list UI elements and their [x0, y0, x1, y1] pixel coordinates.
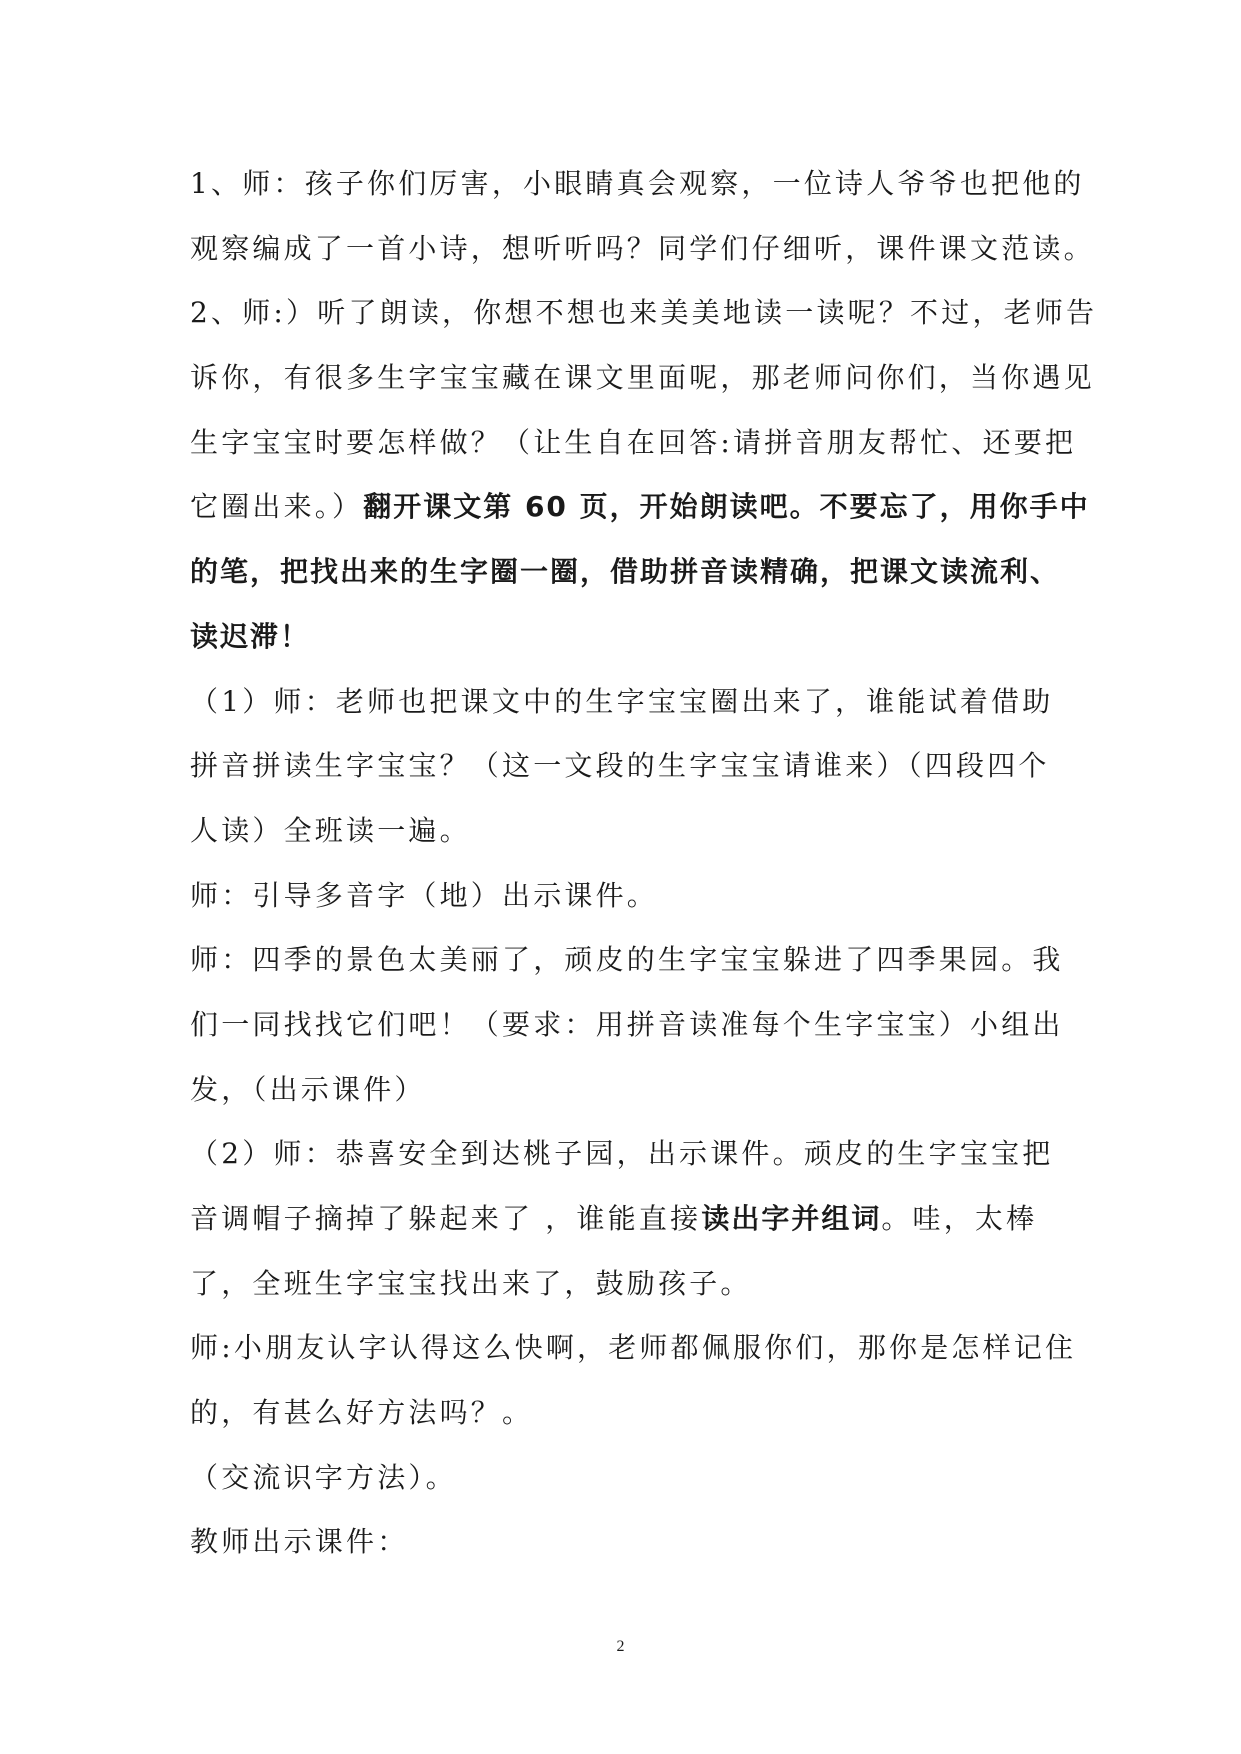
text-line — [190, 1510, 1050, 1575]
text-line — [190, 864, 1050, 929]
text-segment: 师:小朋友认字认得这么快啊，老师都佩服你们，那你是怎样记住 — [190, 1331, 1077, 1365]
text-line — [190, 1058, 1050, 1123]
text-segment: 拼音拼读生字宝宝？（这一文段的生字宝宝请谁来）（四段四个 — [190, 749, 1050, 783]
text-segment: （1）师：老师也把课文中的生字宝宝圈出来了，谁能试着借助 — [190, 684, 1054, 718]
bold-text-line — [190, 605, 1050, 670]
text-line — [190, 475, 1090, 540]
text-segment: （交流识字方法）。 — [190, 1460, 457, 1494]
text-line — [190, 928, 1064, 993]
text-line — [190, 281, 1098, 346]
text-line — [190, 152, 1085, 217]
text-segment: 。哇，太棒 — [881, 1202, 1038, 1235]
text-segment: 观察编成了一首小诗，想听听吗？同学们仔细听，课件课文范读。 — [190, 231, 1095, 265]
text-segment: 教师出示课件： — [190, 1525, 409, 1559]
body-text — [190, 152, 1098, 1575]
text-line — [190, 993, 1064, 1058]
text-line — [190, 217, 1095, 282]
text-line — [190, 1187, 1050, 1252]
text-line — [190, 1252, 1050, 1317]
text-segment: 1、师：孩子你们厉害，小眼睛真会观察，一位诗人爷爷也把他的 — [190, 167, 1085, 200]
text-segment: 了，全班生字宝宝找出来了，鼓励孩子。 — [190, 1266, 752, 1300]
text-line — [190, 1381, 1050, 1446]
text-segment: 的，有甚么好方法吗？。 — [190, 1396, 534, 1430]
bold-text-segment: 翻开课文第 60 页，开始朗读吧。不要忘了，用你手中 — [363, 490, 1090, 524]
bold-text-line — [190, 540, 1061, 605]
text-line — [190, 346, 1095, 411]
bold-text-segment: 读出字并组词 — [701, 1202, 882, 1235]
text-segment: 师：引导多音字（地）出示课件。 — [190, 878, 659, 912]
text-segment: 发，（出示课件） — [190, 1072, 426, 1106]
text-segment: 它圈出来。） — [190, 490, 364, 524]
text-line — [190, 734, 1050, 799]
text-line — [190, 1446, 1050, 1511]
text-segment: （2）师：恭喜安全到达桃子园，出示课件。顽皮的生字宝宝把 — [190, 1137, 1054, 1171]
text-segment: 音调帽子摘掉了躲起来了 ，谁能直接 — [190, 1202, 702, 1235]
text-segment: 生字宝宝时要怎样做？（让生自在回答:请拼音朋友帮忙、还要把 — [190, 425, 1077, 459]
text-line — [190, 1316, 1077, 1381]
bold-text-segment: 的笔，把找出来的生字圈一圈，借助拼音读精确，把课文读流利、 — [190, 555, 1061, 589]
page-number: 2 — [616, 1638, 625, 1655]
text-line — [190, 799, 1050, 864]
text-segment: 2、师:）听了朗读，你想不想也来美美地读一读呢？不过，老师告 — [190, 296, 1098, 330]
text-segment: 诉你，有很多生字宝宝藏在课文里面呢，那老师问你们，当你遇见 — [190, 361, 1095, 395]
bold-text-segment: 读迟滞！ — [190, 619, 311, 653]
text-line — [190, 670, 1054, 735]
text-segment: 人读）全班读一遍。 — [190, 813, 471, 847]
text-line — [190, 1122, 1054, 1187]
text-segment: 们一同找找它们吧！（要求：用拼音读准每个生字宝宝）小组出 — [190, 1007, 1064, 1041]
text-segment: 师：四季的景色太美丽了，顽皮的生字宝宝躲进了四季果园。我 — [190, 943, 1064, 977]
text-line — [190, 411, 1077, 476]
